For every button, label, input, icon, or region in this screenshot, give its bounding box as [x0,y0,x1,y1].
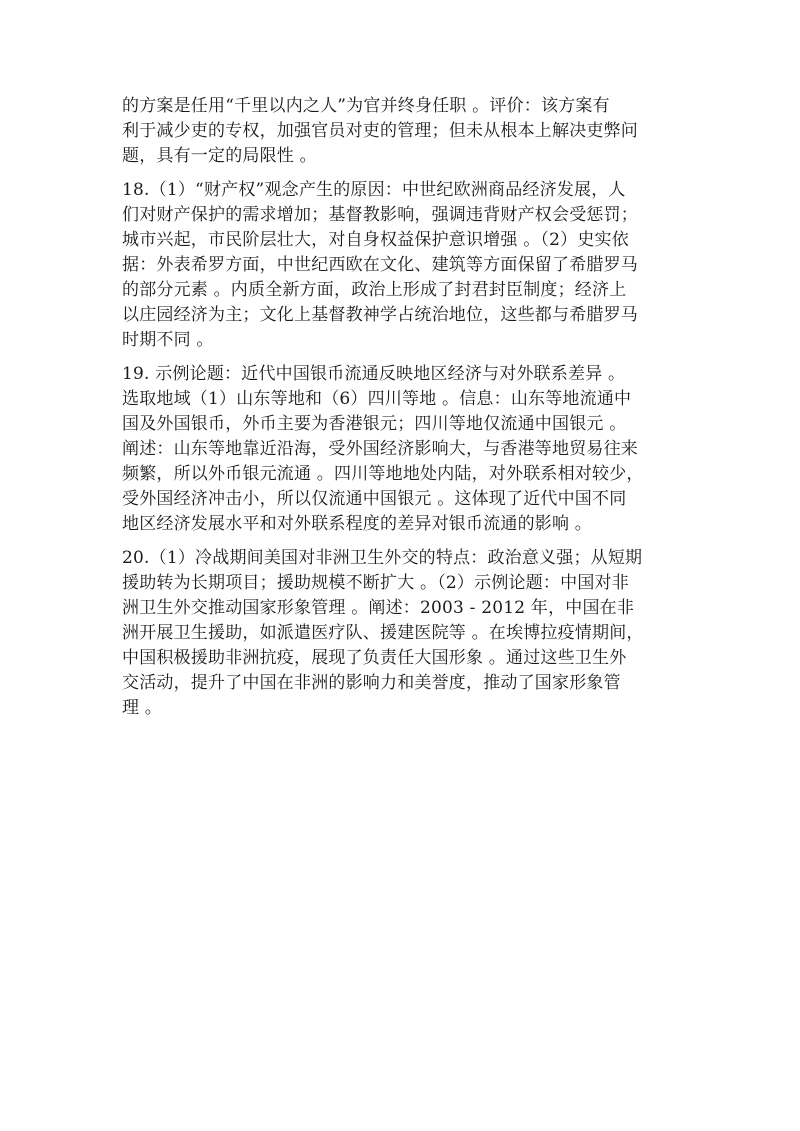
text-line: 利于减少吏的专权，加强官员对吏的管理；但未从根本上解决吏弊问 [122,121,638,141]
text-line: 理 。 [122,698,163,718]
text-line: 20.（1）冷战期间美国对非洲卫生外交的特点：政治意义强；从短期 [122,548,643,568]
text-line: 频繁，所以外币银元流通 。四川等地地处内陆，对外联系相对较少， [122,464,644,484]
text-line: 受外国经济冲击小，所以仅流通中国银元 。这体现了近代中国不同 [122,489,627,509]
text-line: 中国积极援助非洲抗疫，展现了负责任大国形象 。通过这些卫生外 [122,648,627,668]
document-body [122,94,682,730]
text-line: 洲卫生外交推动国家形象管理 。阐述：2003 - 2012 年，中国在非 [122,598,635,618]
text-line: 以庄园经济为主；文化上基督教神学占统治地位，这些都与希腊罗马 [122,305,638,325]
text-line: 19. 示例论题：近代中国银币流通反映地区经济与对外联系差异 。 [122,364,626,384]
text-line: 时期不同 。 [122,330,214,350]
answer-paragraph [122,546,682,721]
text-line: 洲开展卫生援助，如派遣医疗队、援建医院等 。在埃博拉疫情期间， [122,623,644,643]
text-line: 国及外国银币，外币主要为香港银元；四川等地仅流通中国银元 。 [122,414,627,434]
text-line: 的方案是任用“千里以内之人”为官并终身任职 。评价：该方案有 [122,96,610,116]
answer-paragraph [122,94,682,169]
answer-paragraph [122,362,682,537]
text-line: 援助转为长期项目；援助规模不断扩大 。（2）示例论题：中国对非 [122,573,629,593]
text-line: 交活动，提升了中国在非洲的影响力和美誉度，推动了国家形象管 [122,673,621,693]
text-line: 18.（1）“财产权”观念产生的原因：中世纪欧洲商品经济发展，人 [122,180,626,200]
text-line: 题，具有一定的局限性 。 [122,146,317,166]
text-line: 据：外表希罗方面，中世纪西欧在文化、建筑等方面保留了希腊罗马 [122,255,638,275]
text-line: 地区经济发展水平和对外联系程度的差异对银币流通的影响 。 [122,514,593,534]
text-line: 阐述：山东等地靠近沿海，受外国经济影响大，与香港等地贸易往来 [122,439,638,459]
text-line: 城市兴起，市民阶层壮大，对自身权益保护意识增强 。（2）史实依 [122,230,629,250]
text-line: 们对财产保护的需求增加；基督教影响，强调违背财产权会受惩罚； [122,205,638,225]
answer-paragraph [122,178,682,353]
text-line: 选取地域（1）山东等地和（6）四川等地 。信息：山东等地流通中 [122,389,632,409]
text-line: 的部分元素 。内质全新方面，政治上形成了封君封臣制度；经济上 [122,280,627,300]
